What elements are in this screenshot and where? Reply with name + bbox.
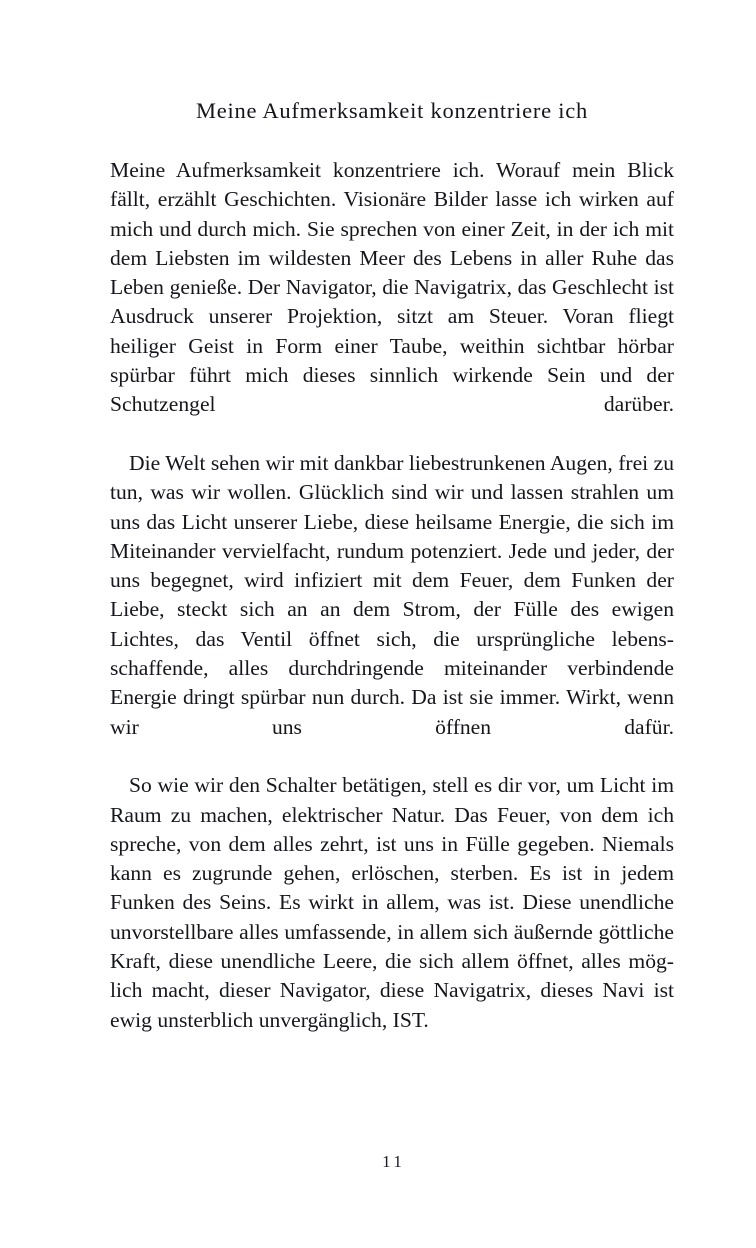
paragraph-3: So wie wir den Schalter betätigen, stell es dir vor, um Licht im Raum zu machen, elektrischer Natur. Das Feuer, von dem ich spreche, von dem alles zehrt, ist uns in Fülle gegeben. Niemals kann es zugrunde gehen, erlöschen, sterben. Es ist in jedem Funken des Seins. Es wirkt in allem, was ist. Diese unendliche unvorstellbare alles umfassende, in allem sich äußernde göttliche Kraft, diese unendliche Leere, die sich allem öffnet, alles möglich macht, dieser Navigator, diese Navigatrix, dieses Navi ist ewig unsterblich unvergänglich, IST. (110, 773, 674, 1032)
page-number: 11 (382, 1152, 406, 1171)
paragraph-1: Meine Aufmerksamkeit konzentriere ich. Worauf mein Blick fällt, erzählt Geschichten. Visionäre Bilder lasse ich wirken auf mich und durch mich. Sie sprechen von einer Zeit, in der ich mit dem Liebsten im wildesten Meer des Lebens in aller Ruhe das Leben genieße. Der Navigator, die Navigatrix, das Geschlecht ist Ausdruck unserer Projektion, sitzt am Steuer. Voran fliegt heiliger Geist in Form einer Taube, weithin sichtbar hörbar spürbar führt mich dieses sinnlich wirkende Sein und der Schutzengel darüber. (110, 158, 674, 417)
text-column (110, 0, 674, 1248)
page-title: Meine Aufmerksamkeit konzentriere ich (196, 98, 588, 123)
paragraph-2: Die Welt sehen wir mit dankbar liebestrunkenen Augen, frei zu tun, was wir wollen. Glücklich sind wir und lassen strahlen um uns das Licht unserer Liebe, diese heilsame Energie, die sich im Miteinander vervielfacht, rundum potenziert. Jede und jeder, der uns begegnet, wird infiziert mit dem Feuer, dem Funken der Liebe, steckt sich an an dem Strom, der Fülle des ewigen Lichtes, das Ventil öffnet sich, die ursprüngliche lebensschaffende, alles durchdringende miteinander verbindende Energie dringt spürbar nun durch. Da ist sie immer. Wirkt, wenn wir uns öffnen dafür. (110, 450, 674, 739)
body-copy (110, 156, 674, 1035)
